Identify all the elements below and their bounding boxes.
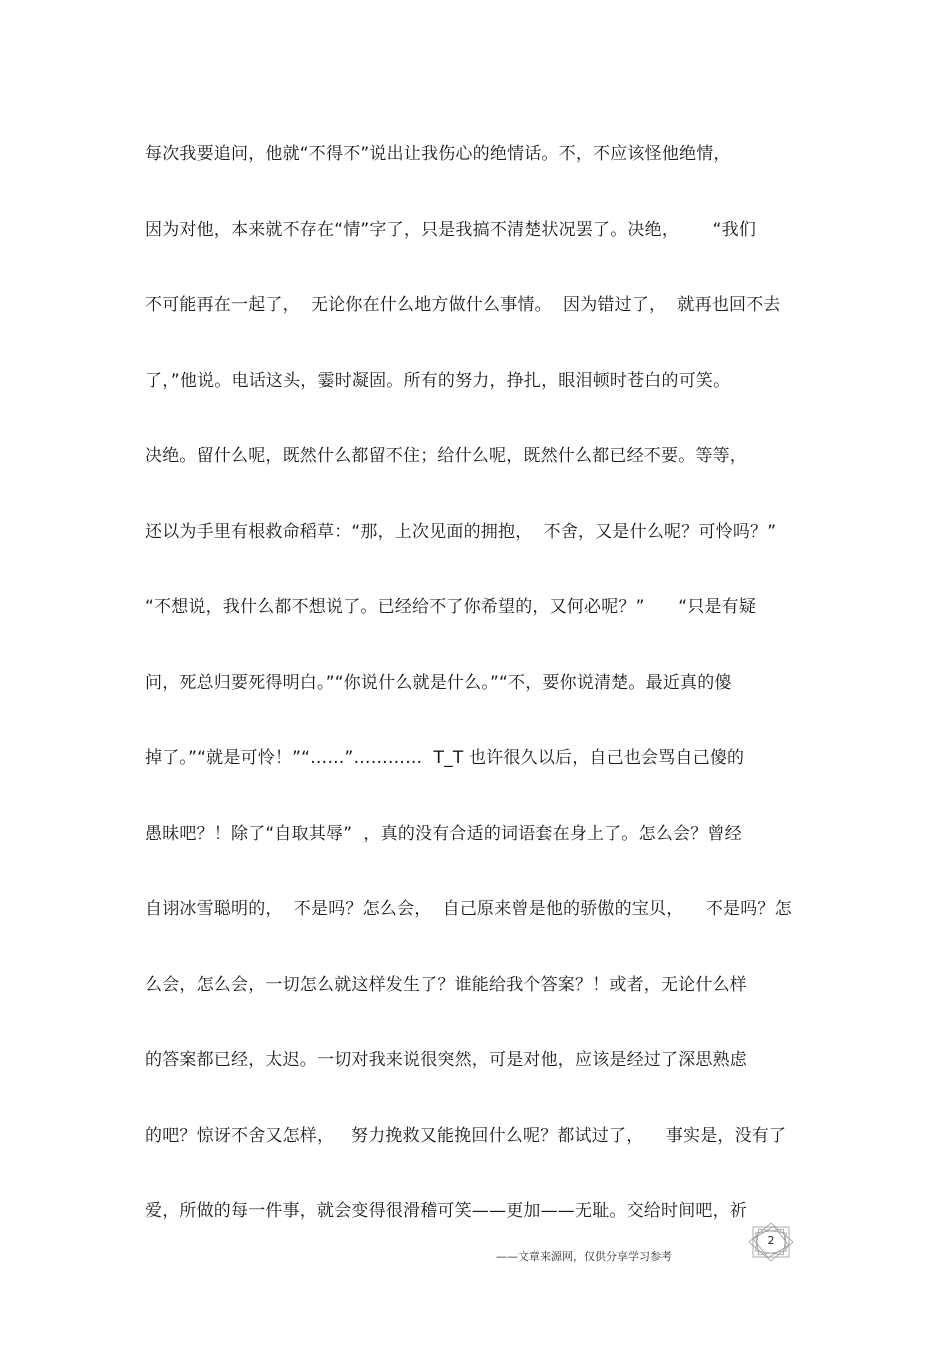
text-line: 还以为手里有根救命稻草：“那，上次见面的拥抱， 不舍，又是什么呢？可怜吗？” [145,521,777,542]
text-line: 因为对他，本来就不存在“情”字了，只是我搞不清楚状况罢了。决绝， “我们 [145,219,757,240]
page-number-badge [745,1222,797,1262]
text-line: 掉了。”“就是可怜！”“……”………… T_T 也许很久以后，自己也会骂自己傻的 [145,748,745,768]
text-line: 问，死总归要死得明白。”“你说什么就是什么。”“不，要你说清楚。最近真的傻 [145,672,732,693]
text-line: 决绝。留什么呢，既然什么都留不住；给什么呢，既然什么都已经不要。等等， [145,446,747,466]
text-line: 的答案都已经，太迟。一切对我来说很突然，可是对他，应该是经过了深思熟虑 [145,1050,747,1070]
page-number: 2 [767,1234,775,1247]
text-line: 了，”他说。电话这头，霎时凝固。所有的努力，挣扎，眼泪顿时苍白的可笑。 [145,370,731,391]
text-line: 愚昧吧？！除了“自取其辱” ，真的没有合适的词语套在身上了。怎么会？曾经 [145,823,742,844]
footer-source-note: ——文章来源网，仅供分享学习参考 [496,1250,672,1263]
body-text [145,134,825,1267]
text-line: 么会，怎么会，一切怎么就这样发生了？谁能给我个答案？！或者，无论什么样 [145,974,747,995]
text-line: 自诩冰雪聪明的， 不是吗？怎么会， 自己原来曾是他的骄傲的宝贝， 不是吗？怎 [145,899,792,919]
text-line: 每次我要追问，他就“不得不”说出让我伤心的绝情话。不，不应该怪他绝情， [145,144,731,164]
text-line: 的吧？惊讶不舍又怎样， 努力挽救又能挽回什么呢？都试过了， 事实是，没有了 [145,1125,787,1146]
text-line: “不想说，我什么都不想说了。已经给不了你希望的，又何必呢？” “只是有疑 [145,597,757,617]
text-line: 爱，所做的每一件事，就会变得很滑稽可笑——更加——无耻。交给时间吧，祈 [145,1201,747,1221]
text-line: 不可能再在一起了， 无论你在什么地方做什么事情。 因为错过了， 就再也回不去 [145,295,781,315]
